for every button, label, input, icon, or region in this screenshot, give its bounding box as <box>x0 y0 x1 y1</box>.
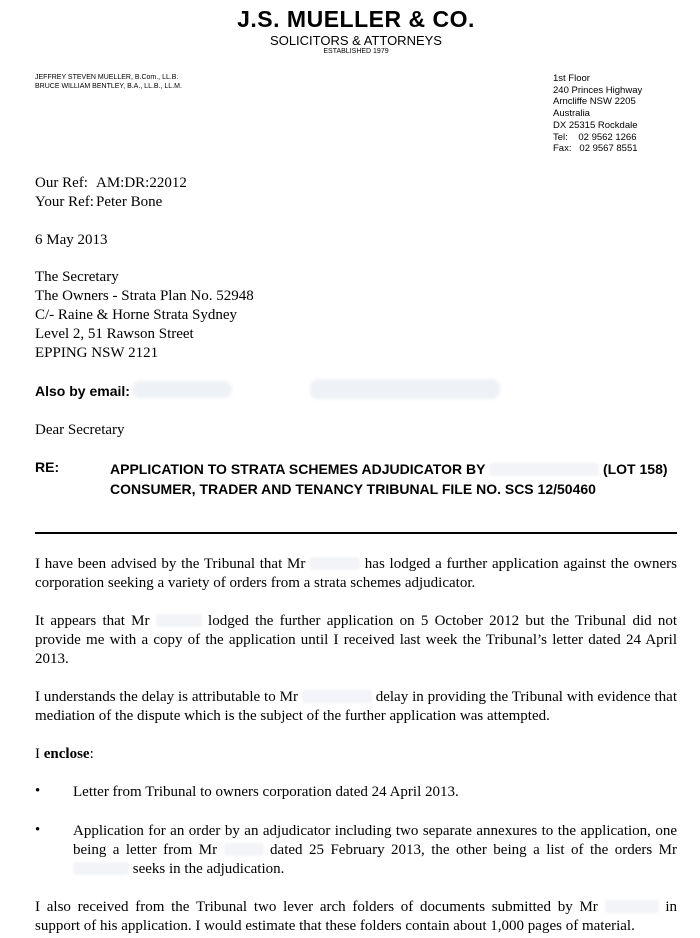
paragraph-4: I also received from the Tribunal two lever arch folders of documents submitted by Mr in support of his application. I would estimate that these folders contain about 1,000 pages of material. <box>35 899 678 934</box>
recipient-line: EPPING NSW 2121 <box>35 345 159 361</box>
our-ref <box>35 175 187 192</box>
tel-line <box>553 132 642 144</box>
tel-number: 02 9562 1266 <box>578 131 637 143</box>
recipient-line: C/- Raine & Horne Strata Sydney <box>35 307 238 323</box>
divider <box>35 532 677 534</box>
fax-label: Fax: <box>553 143 572 155</box>
our-ref-value: AM:DR:22012 <box>96 175 187 191</box>
re-label: RE: <box>35 459 60 475</box>
tel-label: Tel: <box>553 131 568 143</box>
firm-subtitle: SOLICITORS & ATTORNEYS <box>270 33 442 48</box>
address-line: Arncliffe NSW 2205 <box>553 96 636 108</box>
email-label: Also by email: <box>35 383 130 399</box>
salutation: Dear Secretary <box>35 422 125 438</box>
redacted-name <box>73 862 129 875</box>
redacted-name <box>224 843 264 856</box>
fax-number: 02 9567 8551 <box>579 143 638 155</box>
bullet-item-2: Application for an order by an adjudicator including two separate annexures to the application, one being a letter from Mr dated 25 February 2013, the other being a list of the orders Mr seeks in the adjudication. <box>73 823 678 877</box>
address-line: 240 Princes Highway <box>553 84 643 96</box>
redacted-name <box>605 900 659 913</box>
address-line: Australia <box>553 108 590 120</box>
bullet-marker: • <box>35 783 41 799</box>
paragraph-2: It appears that Mr lodged the further application on 5 October 2012 but the Tribunal did not provide me with a copy of the application until I received last week the Tribunal’s letter dated 24 April 2013. <box>35 613 678 667</box>
recipient-line: Level 2, 51 Rawson Street <box>35 326 194 342</box>
our-ref-label: Our Ref: <box>35 175 88 191</box>
partner-name: JEFFREY STEVEN MUELLER, B.Com., LL.B. <box>35 74 179 81</box>
fax-line <box>553 143 642 155</box>
your-ref <box>35 194 162 211</box>
redacted-email <box>310 379 500 399</box>
recipient-line: The Secretary <box>35 269 119 285</box>
address-line: DX 25315 Rockdale <box>553 119 638 131</box>
your-ref-label: Your Ref: <box>35 194 94 210</box>
redacted-name <box>310 557 360 570</box>
letter-date: 6 May 2013 <box>35 232 108 248</box>
firm-name: J.S. MUELLER & CO. <box>237 6 475 32</box>
firm-established: ESTABLISHED 1979 <box>323 48 389 55</box>
re-line-1: APPLICATION TO STRATA SCHEMES ADJUDICATOR BY (LOT 158) <box>110 461 668 477</box>
enclose-line: I enclose: <box>35 746 94 762</box>
recipient-line: The Owners - Strata Plan No. 52948 <box>35 288 254 304</box>
recipient-address <box>35 268 254 363</box>
partners-list <box>35 73 182 91</box>
firm-address <box>553 73 642 155</box>
paragraph-3: I understands the delay is attributable to Mr delay in providing the Tribunal with evidence that mediation of the dispute which is the subject of the further application was attempted. <box>35 689 678 724</box>
address-line: 1st Floor <box>553 73 590 84</box>
re-subject <box>110 459 670 499</box>
redacted-name <box>156 614 202 627</box>
re-line-2: CONSUMER, TRADER AND TENANCY TRIBUNAL FILE NO. SCS 12/50460 <box>110 481 596 497</box>
partner-name: BRUCE WILLIAM BENTLEY, B.A., LL.B., LL.M. <box>35 83 182 90</box>
redacted-name <box>489 463 599 476</box>
redacted-email <box>132 381 232 398</box>
your-ref-value: Peter Bone <box>96 194 163 210</box>
bullet-item-1: Letter from Tribunal to owners corporation dated 24 April 2013. <box>73 784 459 800</box>
paragraph-1: I have been advised by the Tribunal that Mr has lodged a further application against the owners corporation seeking a variety of orders from a strata schemes adjudicator. <box>35 556 677 591</box>
redacted-name <box>302 690 372 703</box>
bullet-marker: • <box>35 822 41 838</box>
